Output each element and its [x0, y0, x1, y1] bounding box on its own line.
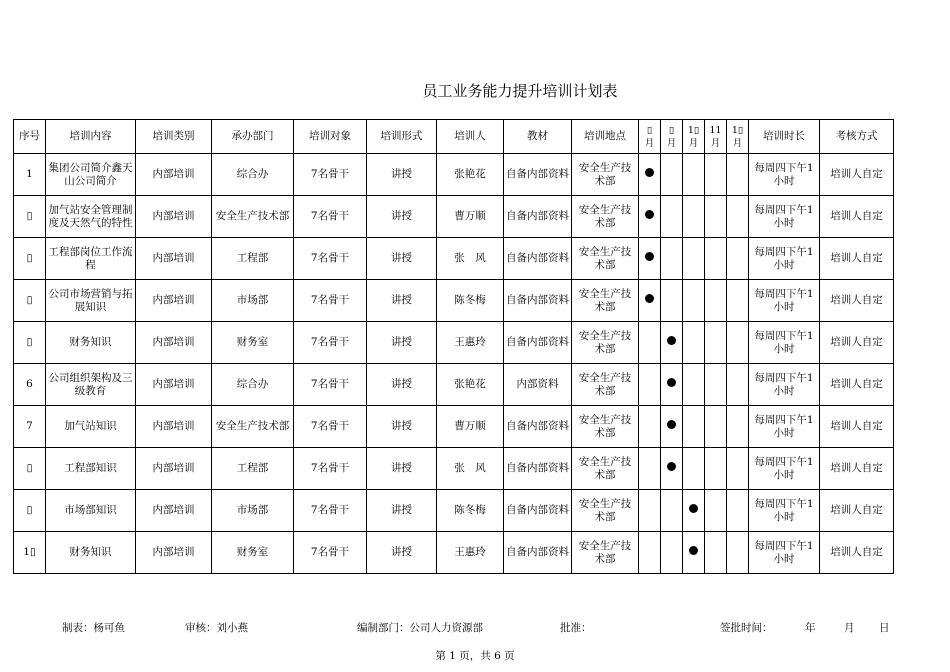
cell-month-1 — [639, 406, 661, 448]
scheduled-dot-icon — [645, 252, 654, 261]
cell-month-2 — [661, 448, 683, 490]
cell-content: 公司组织架构及三级教育 — [46, 364, 136, 406]
cell-month-3 — [683, 490, 705, 532]
cell-location: 安全生产技术部 — [572, 322, 639, 364]
cell-content: 市场部知识 — [46, 490, 136, 532]
header-category: 培训类别 — [136, 120, 212, 154]
cell-dept: 市场部 — [212, 490, 294, 532]
cell-form: 讲授 — [367, 364, 437, 406]
cell-duration: 每周四下午1小时 — [749, 280, 820, 322]
cell-month-1 — [639, 196, 661, 238]
header-duration: 培训时长 — [749, 120, 820, 154]
cell-seq: 7 — [14, 406, 46, 448]
table-row — [14, 448, 894, 490]
cell-month-1 — [639, 532, 661, 574]
sign-day-label: 日 — [879, 622, 890, 634]
header-material: 教材 — [504, 120, 572, 154]
cell-assessment: 培训人自定 — [820, 406, 894, 448]
cell-form: 讲授 — [367, 532, 437, 574]
cell-form: 讲授 — [367, 154, 437, 196]
cell-month-3 — [683, 532, 705, 574]
cell-material: 自备内部资料 — [504, 532, 572, 574]
cell-month-5 — [727, 364, 749, 406]
cell-category: 内部培训 — [136, 364, 212, 406]
cell-seq: 6 — [14, 364, 46, 406]
cell-content: 加气站知识 — [46, 406, 136, 448]
cell-category: 内部培训 — [136, 154, 212, 196]
cell-month-4 — [705, 490, 727, 532]
cell-material: 自备内部资料 — [504, 406, 572, 448]
cell-dept: 财务室 — [212, 532, 294, 574]
compiling-dept-label: 编制部门：公司人力资源部 — [357, 622, 483, 634]
cell-month-4 — [705, 154, 727, 196]
header-month-2: ▯ 月 — [661, 120, 683, 154]
cell-month-1 — [639, 280, 661, 322]
cell-month-4 — [705, 448, 727, 490]
cell-trainer: 王惠玲 — [437, 532, 504, 574]
header-assessment: 考核方式 — [820, 120, 894, 154]
cell-content: 财务知识 — [46, 532, 136, 574]
cell-month-4 — [705, 532, 727, 574]
table-row — [14, 532, 894, 574]
cell-month-4 — [705, 364, 727, 406]
header-seq: 序号 — [14, 120, 46, 154]
cell-month-5 — [727, 280, 749, 322]
table-body — [14, 154, 894, 574]
cell-trainer: 曹万顺 — [437, 196, 504, 238]
cell-month-1 — [639, 448, 661, 490]
cell-seq: ▯ — [14, 448, 46, 490]
cell-month-2 — [661, 238, 683, 280]
cell-assessment: 培训人自定 — [820, 196, 894, 238]
cell-target: 7名骨干 — [294, 238, 367, 280]
cell-category: 内部培训 — [136, 532, 212, 574]
header-location: 培训地点 — [572, 120, 639, 154]
scheduled-dot-icon — [645, 168, 654, 177]
cell-assessment: 培训人自定 — [820, 364, 894, 406]
cell-category: 内部培训 — [136, 196, 212, 238]
cell-category: 内部培训 — [136, 490, 212, 532]
cell-dept: 综合办 — [212, 364, 294, 406]
cell-duration: 每周四下午1小时 — [749, 490, 820, 532]
cell-location: 安全生产技术部 — [572, 154, 639, 196]
cell-trainer: 曹万顺 — [437, 406, 504, 448]
cell-month-2 — [661, 532, 683, 574]
cell-duration: 每周四下午1小时 — [749, 154, 820, 196]
scheduled-dot-icon — [667, 462, 676, 471]
cell-month-2 — [661, 154, 683, 196]
cell-trainer: 陈冬梅 — [437, 280, 504, 322]
table-row — [14, 406, 894, 448]
cell-assessment: 培训人自定 — [820, 532, 894, 574]
cell-form: 讲授 — [367, 490, 437, 532]
cell-form: 讲授 — [367, 448, 437, 490]
cell-seq: ▯ — [14, 322, 46, 364]
cell-trainer: 张艳花 — [437, 364, 504, 406]
cell-month-3 — [683, 280, 705, 322]
cell-month-5 — [727, 532, 749, 574]
cell-month-5 — [727, 196, 749, 238]
cell-month-2 — [661, 280, 683, 322]
page-number: 第 1 页，共 6 页 — [435, 650, 515, 662]
cell-month-5 — [727, 154, 749, 196]
scheduled-dot-icon — [645, 294, 654, 303]
cell-month-2 — [661, 406, 683, 448]
scheduled-dot-icon — [689, 504, 698, 513]
cell-location: 安全生产技术部 — [572, 532, 639, 574]
header-month-3: 1▯ 月 — [683, 120, 705, 154]
cell-month-5 — [727, 406, 749, 448]
cell-assessment: 培训人自定 — [820, 154, 894, 196]
cell-seq: 1▯ — [14, 532, 46, 574]
cell-form: 讲授 — [367, 406, 437, 448]
cell-content: 工程部知识 — [46, 448, 136, 490]
cell-location: 安全生产技术部 — [572, 280, 639, 322]
cell-month-5 — [727, 448, 749, 490]
cell-content: 集团公司简介鑫天山公司简介 — [46, 154, 136, 196]
sign-time-label: 签批时间： — [720, 622, 773, 634]
cell-seq: ▯ — [14, 490, 46, 532]
cell-trainer: 陈冬梅 — [437, 490, 504, 532]
cell-trainer: 王惠玲 — [437, 322, 504, 364]
table-row — [14, 490, 894, 532]
cell-location: 安全生产技术部 — [572, 448, 639, 490]
cell-form: 讲授 — [367, 196, 437, 238]
cell-content: 加气站安全管理制度及天然气的特性 — [46, 196, 136, 238]
cell-assessment: 培训人自定 — [820, 322, 894, 364]
cell-seq: ▯ — [14, 196, 46, 238]
cell-month-3 — [683, 322, 705, 364]
cell-month-4 — [705, 196, 727, 238]
cell-month-3 — [683, 238, 705, 280]
header-month-4: 11 月 — [705, 120, 727, 154]
training-plan-table — [13, 119, 894, 574]
cell-material: 自备内部资料 — [504, 280, 572, 322]
table-row — [14, 238, 894, 280]
cell-target: 7名骨干 — [294, 322, 367, 364]
cell-content: 财务知识 — [46, 322, 136, 364]
cell-target: 7名骨干 — [294, 280, 367, 322]
cell-seq: ▯ — [14, 238, 46, 280]
cell-target: 7名骨干 — [294, 196, 367, 238]
header-dept: 承办部门 — [212, 120, 294, 154]
cell-month-2 — [661, 196, 683, 238]
cell-dept: 综合办 — [212, 154, 294, 196]
cell-month-3 — [683, 196, 705, 238]
cell-category: 内部培训 — [136, 448, 212, 490]
cell-target: 7名骨干 — [294, 448, 367, 490]
cell-month-2 — [661, 490, 683, 532]
cell-form: 讲授 — [367, 238, 437, 280]
cell-location: 安全生产技术部 — [572, 238, 639, 280]
preparer-label: 制表：杨可鱼 — [62, 622, 125, 634]
header-month-1: ▯ 月 — [639, 120, 661, 154]
cell-duration: 每周四下午1小时 — [749, 196, 820, 238]
cell-duration: 每周四下午1小时 — [749, 364, 820, 406]
cell-month-1 — [639, 238, 661, 280]
cell-target: 7名骨干 — [294, 154, 367, 196]
cell-month-1 — [639, 154, 661, 196]
cell-month-3 — [683, 154, 705, 196]
scheduled-dot-icon — [689, 546, 698, 555]
cell-material: 自备内部资料 — [504, 490, 572, 532]
cell-month-3 — [683, 448, 705, 490]
cell-dept: 市场部 — [212, 280, 294, 322]
scheduled-dot-icon — [645, 210, 654, 219]
cell-month-5 — [727, 490, 749, 532]
cell-target: 7名骨干 — [294, 532, 367, 574]
cell-target: 7名骨干 — [294, 490, 367, 532]
cell-assessment: 培训人自定 — [820, 490, 894, 532]
cell-location: 安全生产技术部 — [572, 406, 639, 448]
table-row — [14, 322, 894, 364]
cell-month-4 — [705, 238, 727, 280]
cell-category: 内部培训 — [136, 238, 212, 280]
cell-target: 7名骨干 — [294, 364, 367, 406]
cell-month-1 — [639, 490, 661, 532]
cell-form: 讲授 — [367, 322, 437, 364]
cell-month-1 — [639, 322, 661, 364]
cell-trainer: 张 风 — [437, 448, 504, 490]
table-row — [14, 196, 894, 238]
cell-duration: 每周四下午1小时 — [749, 238, 820, 280]
cell-content: 工程部岗位工作流程 — [46, 238, 136, 280]
header-month-5: 1▯ 月 — [727, 120, 749, 154]
cell-material: 自备内部资料 — [504, 448, 572, 490]
cell-material: 自备内部资料 — [504, 154, 572, 196]
table-row — [14, 154, 894, 196]
cell-category: 内部培训 — [136, 406, 212, 448]
cell-duration: 每周四下午1小时 — [749, 406, 820, 448]
cell-material: 内部资料 — [504, 364, 572, 406]
cell-dept: 财务室 — [212, 322, 294, 364]
header-row — [14, 120, 894, 154]
header-trainer: 培训人 — [437, 120, 504, 154]
signature-footer — [0, 620, 950, 634]
approval-label: 批准： — [560, 622, 592, 634]
cell-dept: 安全生产技术部 — [212, 196, 294, 238]
cell-seq: ▯ — [14, 280, 46, 322]
cell-dept: 工程部 — [212, 448, 294, 490]
header-target: 培训对象 — [294, 120, 367, 154]
cell-content: 公司市场营销与拓展知识 — [46, 280, 136, 322]
header-form: 培训形式 — [367, 120, 437, 154]
cell-duration: 每周四下午1小时 — [749, 532, 820, 574]
sign-month-label: 月 — [844, 622, 855, 634]
cell-month-3 — [683, 406, 705, 448]
cell-month-5 — [727, 238, 749, 280]
cell-month-4 — [705, 406, 727, 448]
cell-category: 内部培训 — [136, 280, 212, 322]
cell-dept: 安全生产技术部 — [212, 406, 294, 448]
cell-month-5 — [727, 322, 749, 364]
cell-month-2 — [661, 322, 683, 364]
cell-form: 讲授 — [367, 280, 437, 322]
cell-location: 安全生产技术部 — [572, 196, 639, 238]
scheduled-dot-icon — [667, 336, 676, 345]
cell-dept: 工程部 — [212, 238, 294, 280]
cell-month-1 — [639, 364, 661, 406]
reviewer-label: 审核：刘小燕 — [185, 622, 248, 634]
cell-assessment: 培训人自定 — [820, 238, 894, 280]
cell-duration: 每周四下午1小时 — [749, 322, 820, 364]
cell-target: 7名骨干 — [294, 406, 367, 448]
cell-location: 安全生产技术部 — [572, 490, 639, 532]
cell-category: 内部培训 — [136, 322, 212, 364]
scheduled-dot-icon — [667, 420, 676, 429]
cell-trainer: 张艳花 — [437, 154, 504, 196]
cell-month-4 — [705, 280, 727, 322]
cell-month-2 — [661, 364, 683, 406]
cell-assessment: 培训人自定 — [820, 280, 894, 322]
table-row — [14, 364, 894, 406]
cell-assessment: 培训人自定 — [820, 448, 894, 490]
cell-trainer: 张 风 — [437, 238, 504, 280]
cell-material: 自备内部资料 — [504, 196, 572, 238]
cell-duration: 每周四下午1小时 — [749, 448, 820, 490]
scheduled-dot-icon — [667, 378, 676, 387]
table-row — [14, 280, 894, 322]
cell-month-3 — [683, 364, 705, 406]
cell-material: 自备内部资料 — [504, 322, 572, 364]
cell-seq: 1 — [14, 154, 46, 196]
document-title: 员工业务能力提升培训计划表 — [422, 82, 618, 100]
header-content: 培训内容 — [46, 120, 136, 154]
sign-year-label: 年 — [805, 622, 816, 634]
cell-material: 自备内部资料 — [504, 238, 572, 280]
cell-month-4 — [705, 322, 727, 364]
cell-location: 安全生产技术部 — [572, 364, 639, 406]
